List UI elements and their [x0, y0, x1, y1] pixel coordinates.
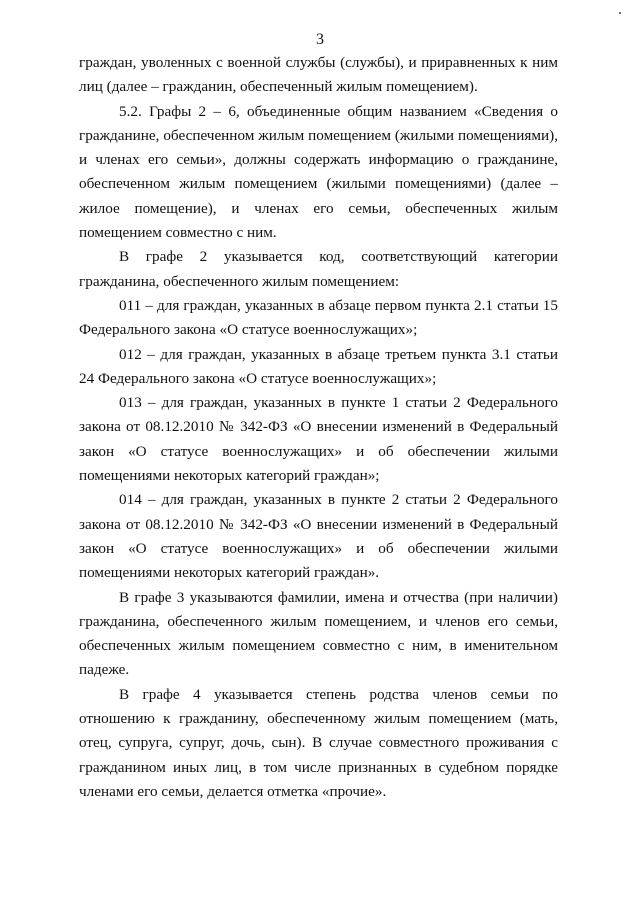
paragraph-column-4: В графе 4 указывается степень родства членов семьи по отношению к гражданину, обеспеченному жилым помещением (мать, отец, супруга, супруг, дочь, сын). В случае совместного проживания с гражданином иных лиц, в том числе признанных в судебном порядке членами его семьи, делается отметка «прочие». — [79, 685, 558, 800]
paragraph-continuation: граждан, уволенных с военной службы (службы), и приравненных к ним лиц (далее – гражданин, обеспеченный жилым помещением). — [79, 54, 558, 96]
scan-speck — [619, 12, 621, 14]
paragraph-code-012: 012 – для граждан, указанных в абзаце третьем пункта 3.1 статьи 24 Федерального закона «О статусе военнослужащих»; — [79, 345, 558, 387]
paragraph-code-011: 011 – для граждан, указанных в абзаце первом пункта 2.1 статьи 15 Федерального закона «О статусе военнослужащих»; — [79, 296, 558, 339]
paragraph-column-2-intro: В графе 2 указывается код, соответствующий категории гражданина, обеспеченного жилым помещением: — [79, 248, 558, 290]
page-number: 3 — [316, 31, 324, 48]
paragraph-code-013: 013 – для граждан, указанных в пункте 1 статьи 2 Федерального закона от 08.12.2010 № 342-ФЗ «О внесении изменений в Федеральный закон «О статусе военнослужащих» и об обеспечении жилыми помещениями некоторых категорий граждан»; — [79, 394, 558, 485]
paragraph-column-3: В графе 3 указываются фамилии, имена и отчества (при наличии) гражданина, обеспеченного жилым помещением, и членов его семьи, обеспеченных жилым помещением совместно с ним, в именительном падеже. — [79, 588, 558, 679]
document-body — [79, 51, 558, 804]
paragraph-5-2: 5.2. Графы 2 – 6, объединенные общим названием «Сведения о гражданине, обеспеченном жилым помещением (жилыми помещениями), и членах его семьи», должны содержать информацию о гражданине, обеспеченном жилым помещением (жилыми помещениями) (далее – жилое помещение), и членах его семьи, обеспеченных жилым помещением совместно с ним. — [79, 102, 558, 242]
paragraph-code-014: 014 – для граждан, указанных в пункте 2 статьи 2 Федерального закона от 08.12.2010 № 342-ФЗ «О внесении изменений в Федеральный закон «О статусе военнослужащих» и об обеспечении жилыми помещениями некоторых категорий граждан». — [79, 491, 558, 582]
